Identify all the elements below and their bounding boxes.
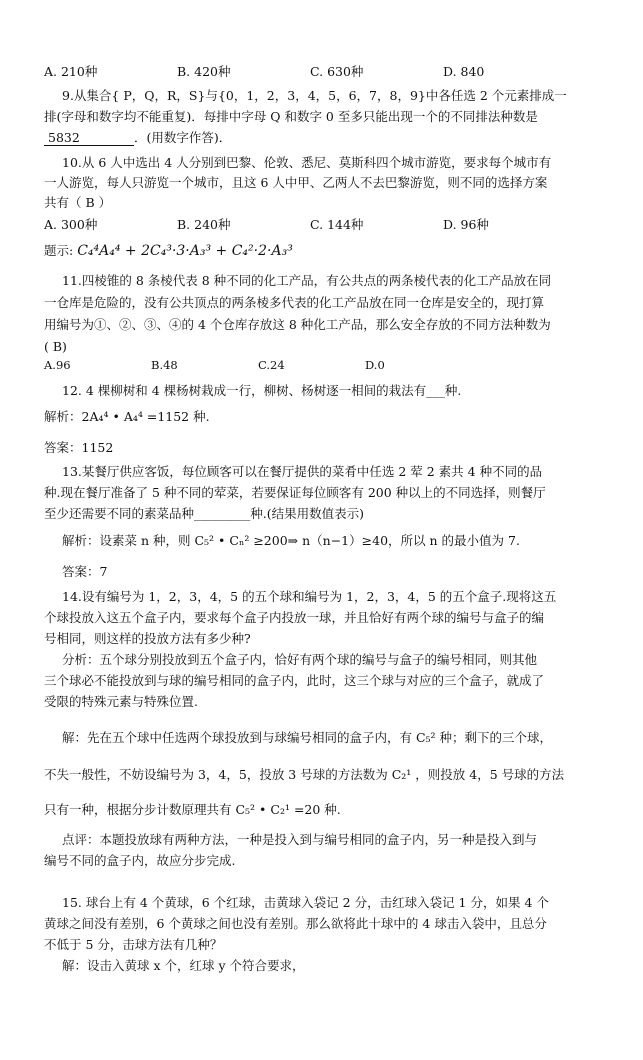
q9-line-2: 排(字母和数字均不能重复)．每排中字母 Q 和数字 0 至多只能出现一个的不同排法种数是 (44, 109, 538, 124)
q14-analysis-line-1: 分析：五个球分别投放到五个盒子内，恰好有两个球的编号与盒子的编号相同，则其他 (62, 652, 538, 667)
q9-line-3-suffix: ．(用数字作答)． (134, 130, 232, 145)
q11-options (44, 358, 472, 372)
q9-answer: 5832 (48, 130, 80, 145)
q11-line-1: 11.四棱锥的 8 条棱代表 8 种不同的化工产品，有公共点的两条棱代表的化工产品放在同 (62, 273, 552, 288)
q11-line-4: ( B) (44, 339, 67, 354)
q10-hint-formula: C₄⁴A₄⁴ + 2C₄³·3·A₃³ + C₄²·2·A₃³ (77, 243, 293, 259)
q10-options (44, 215, 576, 233)
q15-line-2: 黄球之间没有差别，6 个黄球之间也没有差别。那么欲将此十球中的 4 球击入袋中，且总分 (44, 916, 547, 931)
q10-hint (44, 240, 293, 262)
q10-option-d: D. 96种 (443, 217, 489, 232)
q14-solution-line-1: 解：先在五个球中任选两个球投放到与球编号相同的盒子内，有 C₅² 种；剩下的三个球， (62, 730, 553, 745)
q10-hint-label: 题示: (44, 243, 74, 258)
q15-line-3: 不低于 5 分，击球方法有几种？ (44, 937, 223, 952)
q11-line-2: 一仓库是危险的，没有公共顶点的两条棱多代表的化工产品放在同一仓库是安全的，现打算 (44, 295, 545, 310)
q13-answer: 答案：7 (62, 564, 108, 579)
q10-line-1: 10.从 6 人中选出 4 人分别到巴黎、伦敦、悉尼、莫斯科四个城市游览，要求每个城市有 (62, 155, 552, 170)
q9-line-1: 9.从集合{ P，Q，R，S}与{0，1，2，3，4，5，6，7，8，9}中各任选 2 个元素排成一 (62, 88, 567, 103)
q10-option-a: A. 300种 (44, 217, 98, 232)
q14-comment-line-2: 编号不同的盒子内，故应分步完成. (44, 853, 236, 868)
q14-solution-line-2: 不失一般性，不妨设编号为 3，4，5，投放 3 号球的方法数为 C₂¹ ，则投放 4，5 号球的方法 (44, 767, 565, 782)
q14-line-3: 号相同，则这样的投放方法有多少种? (44, 631, 251, 646)
q14-analysis-line-2: 三个球必不能投放到与球的编号相同的盒子内，此时，这三个球与对应的三个盒子，就成了 (44, 673, 545, 688)
q10-line-3: 共有（ B ） (44, 195, 112, 210)
q12-line-1: 12. 4 棵柳树和 4 棵杨树栽成一行，柳树、杨树逐一相间的栽法有___种. (62, 383, 462, 398)
q11-option-b: B.48 (151, 358, 178, 372)
q11-option-a: A.96 (44, 358, 71, 372)
q8-options (44, 62, 576, 80)
q14-line-2: 个球投放入这五个盒子内，要求每个盒子内投放一球，并且恰好有两个球的编号与盒子的编 (44, 610, 545, 625)
q15-line-1: 15. 球台上有 4 个黄球，6 个红球，击黄球入袋记 2 分，击红球入袋记 1 分，如果 4 个 (62, 895, 549, 910)
q12-answer: 答案：1152 (44, 440, 114, 455)
q11-option-d: D.0 (365, 358, 385, 372)
q8-option-c: C. 630种 (310, 64, 364, 79)
q8-option-d: D. 840 (443, 64, 485, 79)
q10-option-b: B. 240种 (177, 217, 231, 232)
q9-line-3 (44, 130, 231, 146)
q10-option-c: C. 144种 (310, 217, 364, 232)
q15-solution-line-1: 解：设击入黄球 x 个，红球 y 个符合要求， (62, 958, 305, 973)
q11-option-c: C.24 (258, 358, 285, 372)
q11-line-3: 用编号为①、②、③、④的 4 个仓库存放这 8 种化工产品，那么安全存放的不同方法种数为 (44, 317, 551, 332)
q14-solution-line-3: 只有一种，根据分步计数原理共有 C₅² • C₂¹ =20 种. (44, 802, 341, 817)
q8-option-b: B. 420种 (177, 64, 231, 79)
q13-analysis: 解析：设素菜 n 种，则 C₅² • Cₙ² ≥200⇒ n（n−1）≥40，所以 n 的最小值为 7. (62, 533, 520, 548)
q10-line-2: 一人游览，每人只游览一个城市，且这 6 人中甲、乙两人不去巴黎游览，则不同的选择方案 (44, 175, 548, 190)
q13-line-2: 种.现在餐厅准备了 5 种不同的荤菜，若要保证每位顾客有 200 种以上的不同选择，则餐厅 (44, 485, 546, 500)
q9-answer-blank (44, 131, 134, 146)
q13-line-1: 13.某餐厅供应客饭，每位顾客可以在餐厅提供的菜肴中任选 2 荤 2 素共 4 种不同的品 (62, 464, 543, 479)
q13-line-3: 至少还需要不同的素菜品种_________种.(结果用数值表示) (44, 506, 364, 521)
q14-comment-line-1: 点评：本题投放球有两种方法，一种是投入到与编号相同的盒子内，另一种是投入到与 (62, 832, 538, 847)
q8-option-a: A. 210种 (44, 64, 98, 79)
q14-line-1: 14.设有编号为 1，2，3，4，5 的五个球和编号为 1，2，3，4，5 的五个盒子.现将这五 (62, 589, 557, 604)
q12-analysis: 解析：2A₄⁴ • A₄⁴ =1152 种. (44, 409, 210, 424)
q14-analysis-line-3: 受限的特殊元素与特殊位置. (44, 694, 198, 709)
